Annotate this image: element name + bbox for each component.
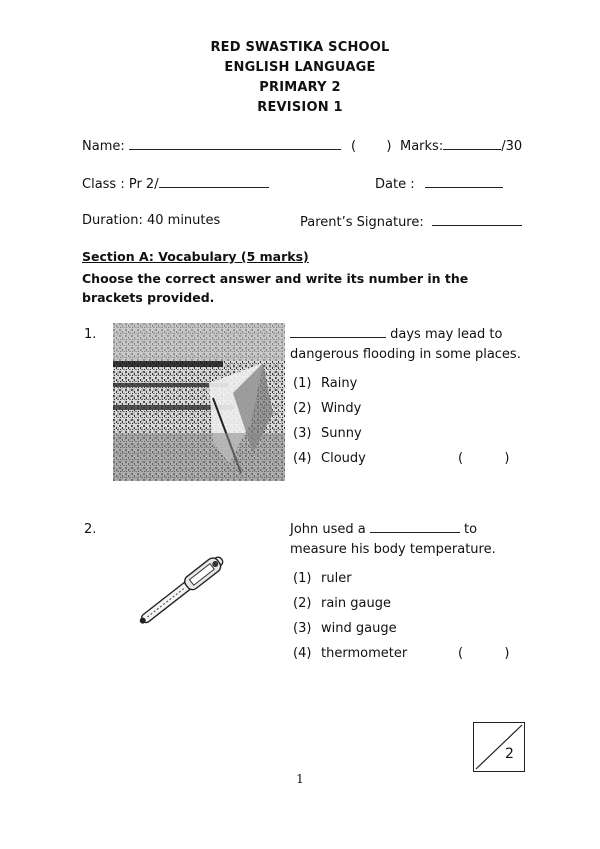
level-title: PRIMARY 2 — [259, 80, 341, 95]
question-2-text-after: to — [464, 522, 478, 537]
question-2-option-1[interactable]: (1) ruler — [293, 571, 352, 586]
score-box — [473, 722, 525, 772]
marks-label: Marks: — [400, 139, 444, 154]
register-bracket-close: ) — [386, 139, 392, 154]
question-2-text — [290, 520, 496, 560]
marks-row — [400, 137, 522, 154]
paper-title: REVISION 1 — [257, 100, 343, 115]
score-box-diagonal — [474, 723, 524, 771]
class-label: Class : Pr 2/ — [82, 177, 159, 192]
question-2-answer-bracket[interactable]: ( ) — [458, 646, 510, 661]
rain-scene-photo-icon — [113, 323, 285, 481]
parent-signature-label: Parent’s Signature: — [300, 215, 424, 230]
date-row — [375, 175, 503, 192]
question-1-option-2[interactable]: (2) Windy — [293, 401, 362, 416]
question-1-blank — [290, 325, 386, 338]
page-number: 1 — [296, 772, 304, 786]
name-field[interactable] — [129, 137, 341, 150]
class-row — [82, 175, 269, 192]
question-2-text-before: John used a — [290, 522, 366, 537]
question-2-option-3[interactable]: (3) wind gauge — [293, 621, 397, 636]
question-1-text-after: days may lead to — [390, 327, 503, 342]
question-2-number: 2. — [84, 522, 97, 537]
score-value: 2 — [505, 746, 514, 762]
question-1-option-3[interactable]: (3) Sunny — [293, 426, 362, 441]
question-1-answer-bracket[interactable]: ( ) — [458, 451, 510, 466]
date-field[interactable] — [425, 175, 503, 188]
school-name: RED SWASTIKA SCHOOL — [210, 40, 390, 55]
marks-field[interactable] — [443, 137, 501, 150]
duration-text: Duration: 40 minutes — [82, 213, 221, 228]
question-1-option-4[interactable]: (4) Cloudy — [293, 451, 366, 466]
name-row — [82, 137, 391, 154]
section-instruction: Choose the correct answer and write its number in the brackets provided. — [82, 271, 469, 305]
section-title: Section A: Vocabulary (5 marks) — [82, 249, 309, 264]
question-2-blank — [370, 520, 460, 533]
parent-signature-field[interactable] — [432, 213, 522, 226]
question-1-option-1[interactable]: (1) Rainy — [293, 376, 358, 391]
question-1-text-line2: dangerous flooding in some places. — [290, 347, 521, 362]
question-1-text — [290, 325, 521, 365]
subject-title: ENGLISH LANGUAGE — [224, 60, 376, 75]
question-1-number: 1. — [84, 327, 97, 342]
question-2-option-2[interactable]: (2) rain gauge — [293, 596, 392, 611]
question-2-text-line2: measure his body temperature. — [290, 542, 496, 557]
thermometer-icon — [125, 535, 245, 640]
question-2-option-4[interactable]: (4) thermometer — [293, 646, 408, 661]
name-label: Name: — [82, 139, 125, 154]
parent-signature-row — [300, 213, 522, 230]
register-bracket-open: ( — [351, 139, 357, 154]
class-field[interactable] — [159, 175, 269, 188]
marks-total: /30 — [501, 139, 523, 154]
date-label: Date : — [375, 177, 415, 192]
